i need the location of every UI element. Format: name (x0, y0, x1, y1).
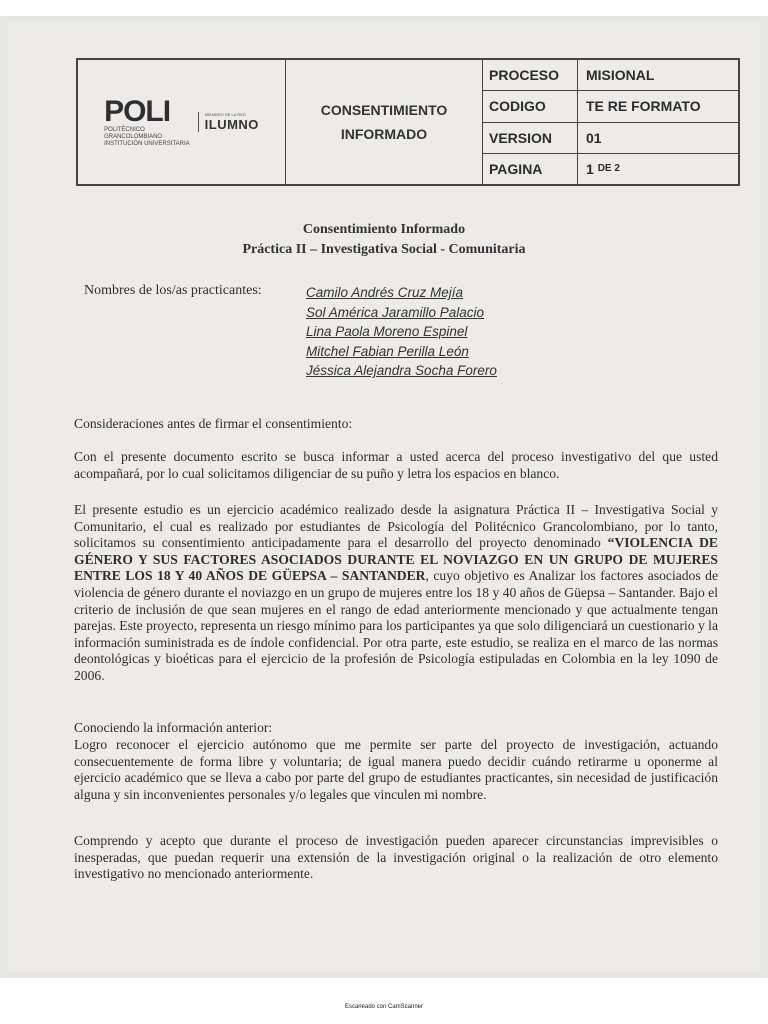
considerations-heading: Consideraciones antes de firmar el consentimiento: (74, 416, 353, 431)
meta-key: VERSION (483, 123, 578, 153)
practitioner-name: Sol América Jaramillo Palacio (306, 304, 485, 320)
meta-row-proceso (483, 60, 738, 91)
header-table (76, 58, 740, 186)
study-text-after: , cuyo objetivo es Analizar los factores asociados de violencia de género durante el noviazgo en un grupo de mujeres entre los 18 y 40 años de Güepsa – Santander. Bajo el criterio de inclusión de que sean mujeres en el rango de edad anteriormente mencionado y que actualmente tengan parejas. Este proyecto, representa un riesgo mínimo para los participantes ya que solo diligenciará un cuestionario y la información suministrada es de índole confidencial. Por otra parte, este estudio, se realiza en el marco de las normas deontológicas y bioéticas para el ejercicio de la profesión de Psicología estipuladas en Colombia en la ley 1090 de 2006. (74, 568, 718, 683)
header-title-cell (286, 60, 483, 184)
ilumno-logo (198, 112, 259, 132)
meta-row-version (483, 123, 738, 154)
meta-row-pagina (483, 154, 738, 184)
paragraph-consent: Logro reconocer el ejercicio autónomo que me permite ser parte del proyecto de investigación, actuando consecuentemente de forma libre y voluntaria; de igual manera puedo decidir cuándo retirarme u oponerme al ejercicio académico que se lleva a cabo por parte del grupo de estudiantes practicantes, sin necesidad de justificación alguna y sin inconvenientes personales y/o legales que vinculen mi nombre. (74, 737, 718, 802)
doc-subtitle: Práctica II – Investigativa Social - Comunitaria (242, 242, 526, 257)
poli-subtitle-1: POLITÉCNICO (104, 126, 145, 133)
paragraph-intro: Con el presente documento escrito se busca informar a usted acerca del proceso investigativo del que usted acompañará, por lo cual solicitamos diligenciar de su puño y letra los espacios en blanco. (74, 449, 718, 481)
meta-key: PAGINA (483, 154, 578, 184)
ilumno-text: ILUMNO (204, 117, 259, 132)
study-text-before: El presente estudio es un ejercicio académico realizado desde la asignatura Práctica II – Investigativa Social y Comunitario, el cual es realizado por estudiantes de Psicología del Politécnico Grancolombiano, por lo tanto, solicitamos su consentimiento anticipadamente para el desarrollo del proyecto denominado (74, 502, 718, 551)
page-total: DE 2 (597, 163, 620, 175)
paragraph-knowing-heading: Conociendo la información anterior: (74, 720, 273, 735)
meta-value (578, 154, 738, 184)
meta-value: MISIONAL (586, 67, 655, 84)
meta-key: CODIGO (483, 91, 578, 121)
meta-value: TE RE FORMATO (586, 98, 701, 115)
practitioner-name: Mitchel Fabian Perilla León (306, 343, 469, 359)
practitioner-name: Jéssica Alejandra Socha Forero (306, 363, 497, 378)
practitioner-name: Lina Paola Moreno Espinel (306, 324, 468, 339)
header-title-line2: INFORMADO (340, 126, 428, 142)
ilumno-small-text: MIEMBRO DE LA RED (204, 112, 246, 117)
camscanner-footer: Escaneado con CamScanner (344, 1004, 424, 1010)
practitioner-names (306, 283, 497, 381)
header-title-line1: CONSENTIMIENTO (320, 102, 448, 118)
paragraph-study (74, 502, 718, 685)
poli-logo (104, 94, 190, 148)
meta-row-codigo (483, 91, 738, 122)
paragraph-acceptance: Comprendo y acepto que durante el proceso de investigación pueden aparecer circunstancias imprevisibles o inesperadas, que puedan requerir una extensión de la investigación original o la realización de otro elemento investigativo no mencionado anteriormente. (74, 833, 718, 882)
header-meta (483, 60, 738, 184)
meta-value: 01 (586, 129, 602, 146)
logo-cell (78, 60, 286, 184)
doc-title: Consentimiento Informado (302, 222, 466, 237)
project-title: “VIOLENCIA DE GÉNERO Y SUS FACTORES ASOCIADOS DURANTE EL NOVIAZGO EN UN GRUPO DE MUJERES ENTRE LOS 18 Y 40 AÑOS DE GÜEPSA – SANTANDER (74, 535, 719, 584)
poli-subtitle-2: GRANCOLOMBIANO (104, 133, 163, 140)
poli-logo-text: POLI (104, 94, 171, 128)
practitioner-name: Camilo Andrés Cruz Mejía (306, 285, 464, 300)
names-label: Nombres de los/as practicantes: (84, 283, 262, 298)
page-number: 1 (586, 160, 594, 177)
poli-subtitle-3: INSTITUCIÓN UNIVERSITARIA (104, 140, 190, 147)
meta-key: PROCESO (483, 60, 578, 90)
